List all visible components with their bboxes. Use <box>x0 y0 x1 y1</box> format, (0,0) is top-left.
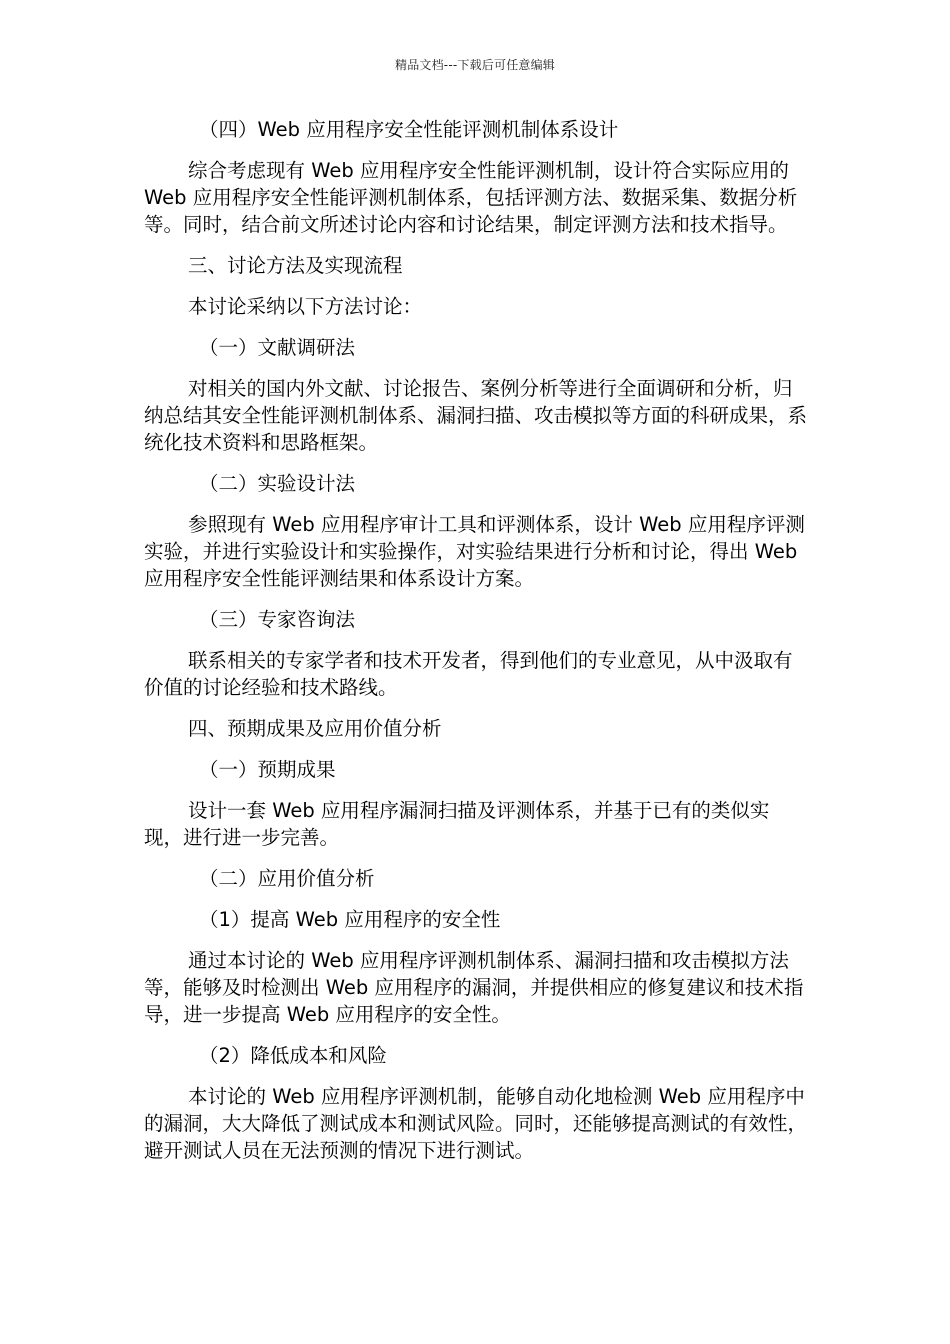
section-heading-results: 四、预期成果及应用价值分析 <box>188 717 442 740</box>
paragraph-design: 综合考虑现有 Web 应用程序安全性能评测机制，设计符合实际应用的 Web 应用程序安全性能评测机制体系，包括评测方法、数据采集、数据分析等。同时，结合前文所述讨论内容和讨论结果，制定评测方法和技术指导。 <box>144 159 798 236</box>
subheading-expected: （一）预期成果 <box>199 758 336 781</box>
subheading-experiment: （二）实验设计法 <box>199 472 356 495</box>
subheading-literature: （一）文献调研法 <box>199 336 356 359</box>
page-header: 精品文档---下载后可任意编辑 <box>395 58 555 72</box>
paragraph-expected: 设计一套 Web 应用程序漏洞扫描及评测体系，并基于已有的类似实现，进行进一步完善。 <box>144 799 770 849</box>
paragraph-literature: 对相关的国内外文献、讨论报告、案例分析等进行全面调研和分析，归纳总结其安全性能评测机制体系、漏洞扫描、攻击模拟等方面的科研成果，系统化技术资料和思路框架。 <box>144 377 808 454</box>
paragraph-expert: 联系相关的专家学者和技术开发者，得到他们的专业意见，从中汲取有价值的讨论经验和技术路线。 <box>144 649 793 699</box>
methods-intro: 本讨论采纳以下方法讨论： <box>188 295 423 318</box>
subheading-cost: （2）降低成本和风险 <box>199 1044 387 1067</box>
paragraph-security: 通过本讨论的 Web 应用程序评测机制体系、漏洞扫描和攻击模拟方法等，能够及时检测出 Web 应用程序的漏洞，并提供相应的修复建议和技术指导，进一步提高 Web 应用程序的安全性。 <box>144 949 804 1026</box>
section-heading-4-design: （四）Web 应用程序安全性能评测机制体系设计 <box>199 118 619 141</box>
subheading-value: （二）应用价值分析 <box>199 867 375 890</box>
paragraph-experiment: 参照现有 Web 应用程序审计工具和评测体系，设计 Web 应用程序评测实验，并进行实验设计和实验操作，对实验结果进行分析和讨论，得出 Web 应用程序安全性能评测结果和体系设计方案。 <box>144 513 805 590</box>
subheading-security: （1）提高 Web 应用程序的安全性 <box>199 908 501 931</box>
document-body <box>144 116 808 1164</box>
subheading-expert: （三）专家咨询法 <box>199 608 356 631</box>
section-heading-methods: 三、讨论方法及实现流程 <box>188 254 403 277</box>
paragraph-cost: 本讨论的 Web 应用程序评测机制，能够自动化地检测 Web 应用程序中的漏洞，大大降低了测试成本和测试风险。同时，还能够提高测试的有效性，避开测试人员在无法预测的情况下进行测试。 <box>144 1085 808 1162</box>
